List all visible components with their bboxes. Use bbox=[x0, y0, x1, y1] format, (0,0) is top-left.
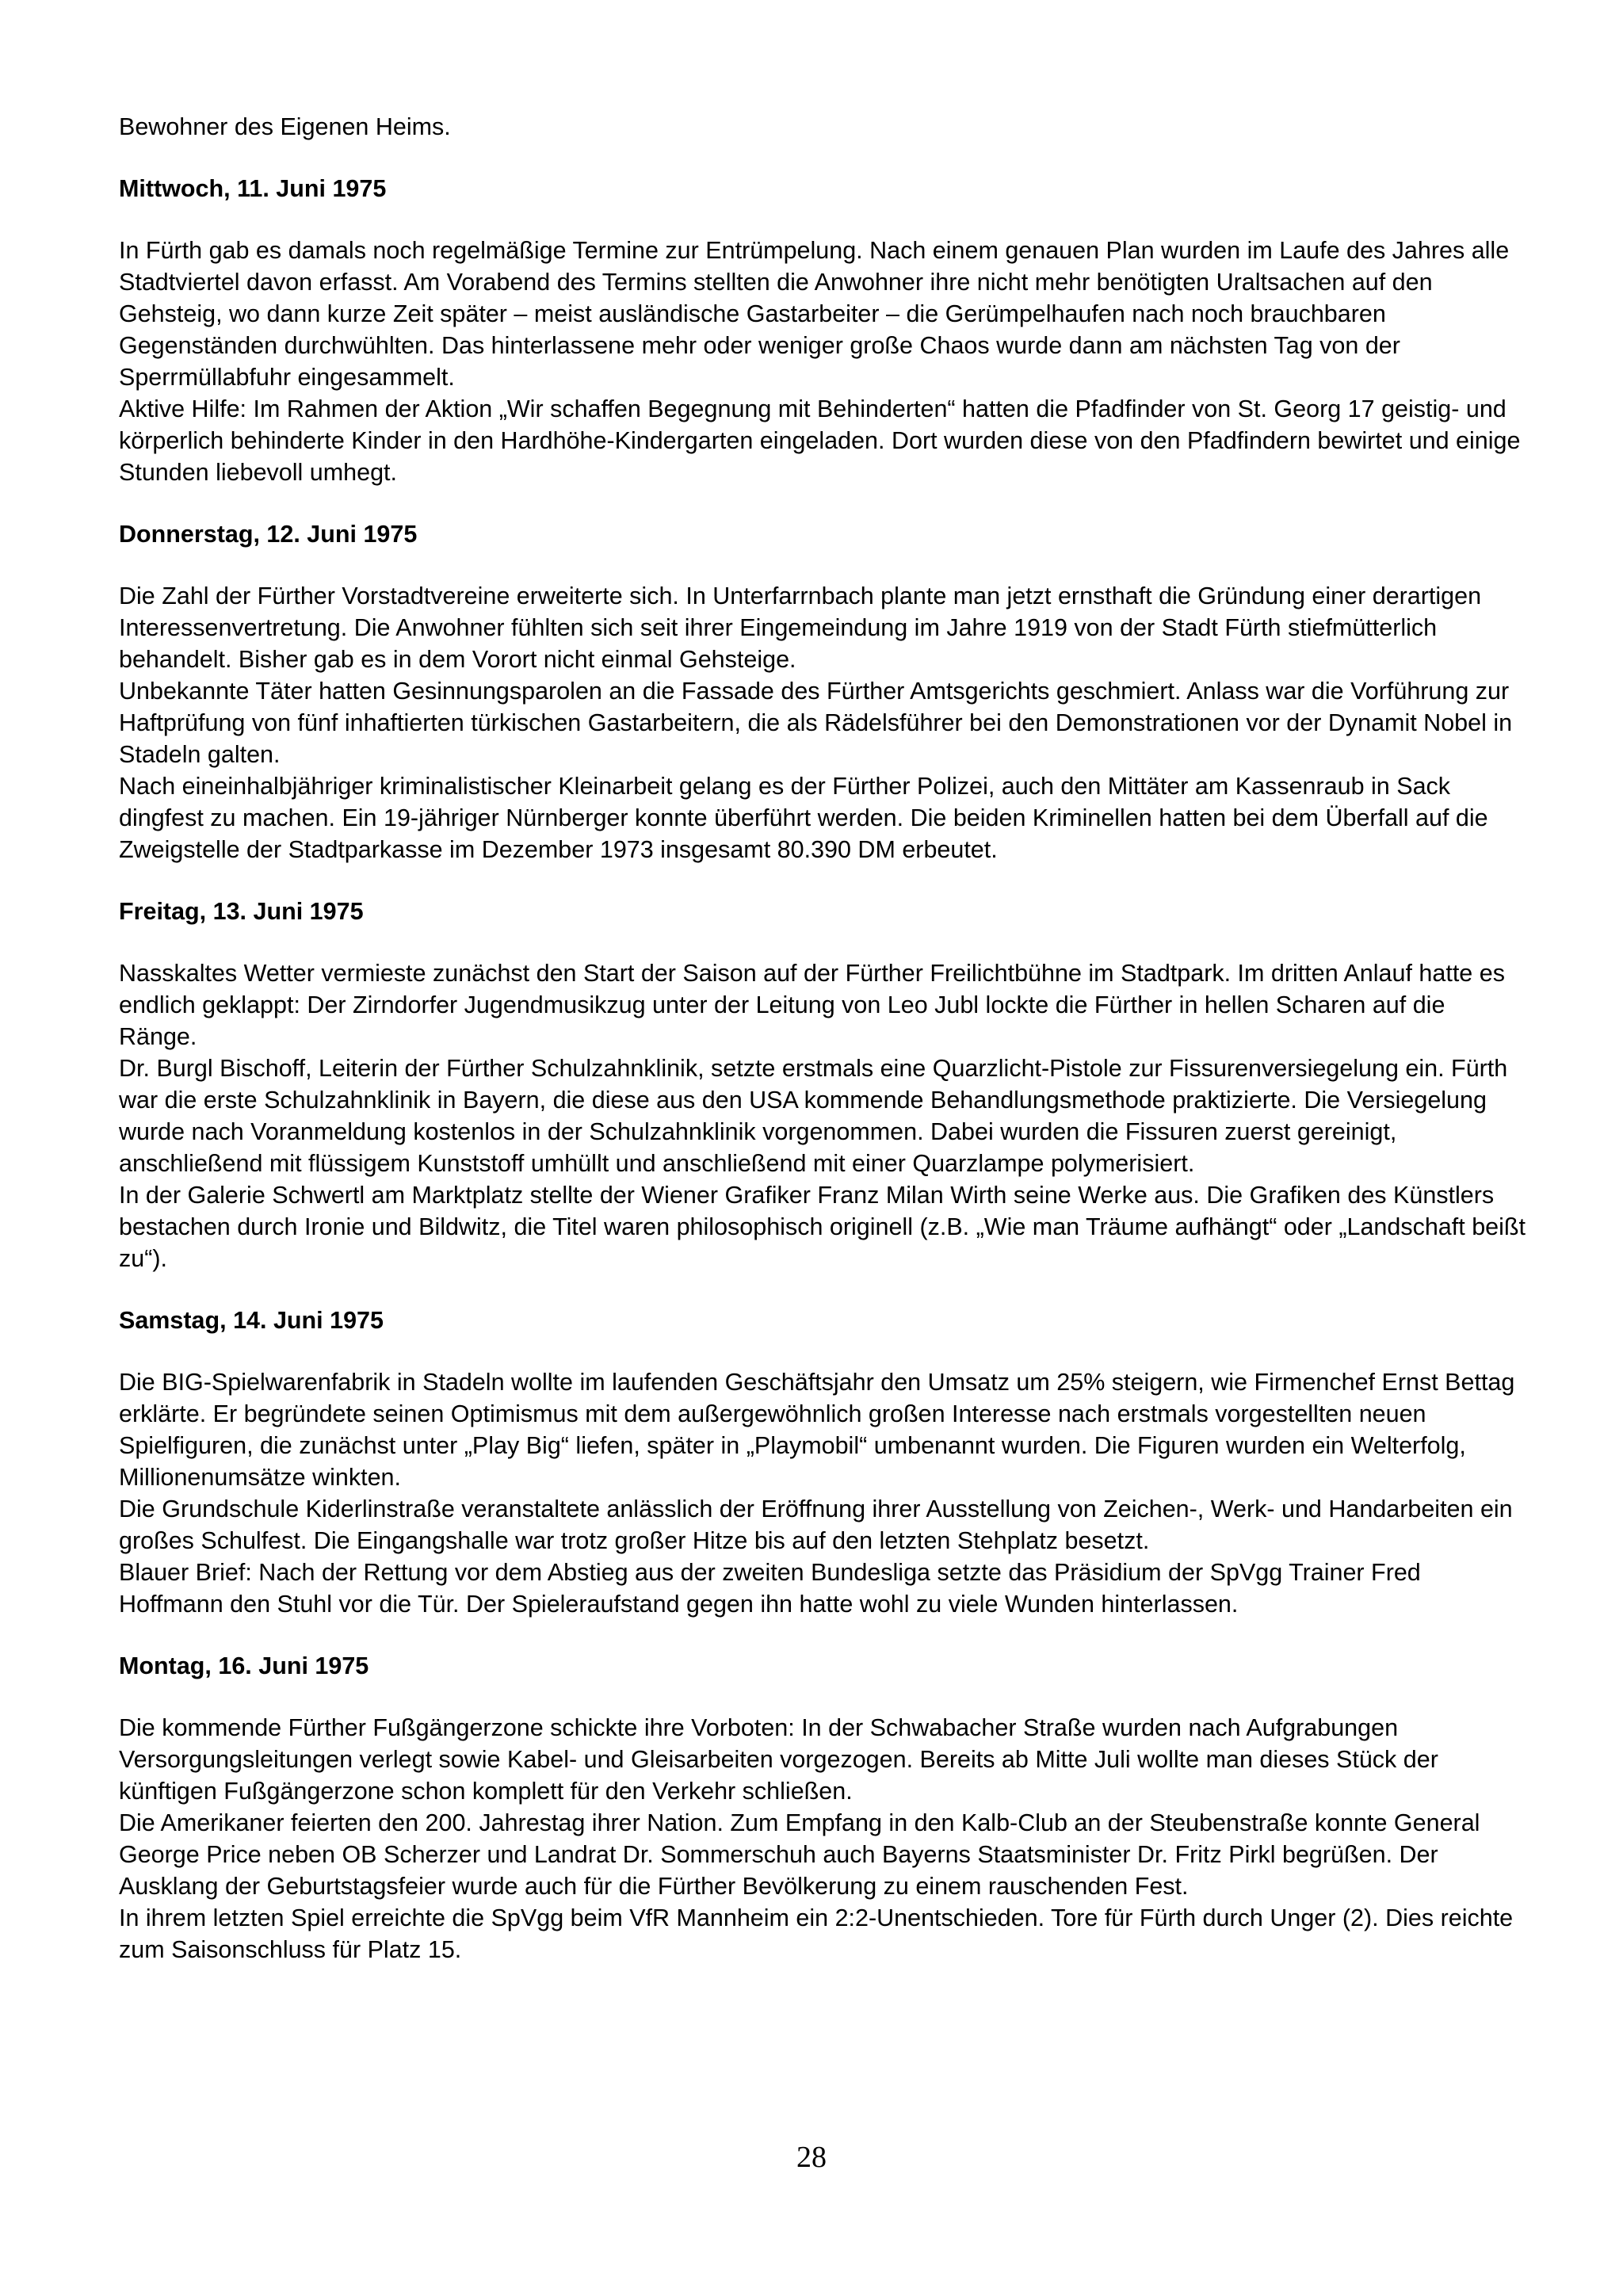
paragraph: Die Grundschule Kiderlinstraße veranstaltete anlässlich der Eröffnung ihrer Ausstellung von Zeichen-, Werk- und Handarbeiten ein großes Schulfest. Die Eingangshalle war trotz großer Hitze bis auf den letzten Stehplatz besetzt. bbox=[119, 1496, 1513, 1554]
paragraph: Die kommende Fürther Fußgängerzone schickte ihre Vorboten: In der Schwabacher Straße wurden nach Aufgrabungen Versorgungsleitungen verlegt sowie Kabel- und Gleisarbeiten vorgezogen. Bereits ab Mitte Juli wollte man dieses Stück der künftigen Fußgängerzone schon komplett für den Verkehr schließen. bbox=[119, 1714, 1438, 1805]
entry-freitag-13-juni bbox=[119, 896, 1529, 1274]
date-heading: Freitag, 13. Juni 1975 bbox=[119, 898, 364, 925]
date-heading: Mittwoch, 11. Juni 1975 bbox=[119, 175, 387, 202]
paragraph: Die Zahl der Fürther Vorstadtvereine erweiterte sich. In Unterfarrnbach plante man jetzt ernsthaft die Gründung einer derartigen Interessenvertretung. Die Anwohner fühlten sich seit ihrer Eingemeindung im Jahre 1919 von der Stadt Fürth stiefmütterlich behandelt. Bisher gab es in dem Vorort nicht einmal Gehsteige. bbox=[119, 583, 1482, 673]
date-heading: Montag, 16. Juni 1975 bbox=[119, 1652, 369, 1679]
entry-mittwoch-11-juni bbox=[119, 173, 1529, 488]
paragraph: Die Amerikaner feierten den 200. Jahrestag ihrer Nation. Zum Empfang in den Kalb-Club an der Steubenstraße konnte General George Price neben OB Scherzer und Landrat Dr. Sommerschuh auch Bayerns Staatsminister Dr. Fritz Pirkl begrüßen. Der Ausklang der Geburtstagsfeier wurde auch für die Fürther Bevölkerung zu einem rauschenden Fest. bbox=[119, 1809, 1480, 1900]
date-heading: Samstag, 14. Juni 1975 bbox=[119, 1307, 384, 1334]
paragraph: Nasskaltes Wetter vermieste zunächst den Start der Saison auf der Fürther Freilichtbühne im Stadtpark. Im dritten Anlauf hatte es endlich geklappt: Der Zirndorfer Jugendmusikzug unter der Leitung von Leo Jubl lockte die Fürther in hellen Scharen auf die Ränge. bbox=[119, 960, 1505, 1050]
lead-paragraph: Bewohner des Eigenen Heims. bbox=[119, 113, 451, 140]
paragraph: Nach eineinhalbjähriger kriminalistischer Kleinarbeit gelang es der Fürther Polizei, auch den Mittäter am Kassenraub in Sack dingfest zu machen. Ein 19-jähriger Nürnberger konnte überführt werden. Die beiden Kriminellen hatten bei dem Überfall auf die Zweigstelle der Stadtparkasse im Dezember 1973 insgesamt 80.390 DM erbeutet. bbox=[119, 773, 1488, 863]
paragraph: In der Galerie Schwertl am Marktplatz stellte der Wiener Grafiker Franz Milan Wirth seine Werke aus. Die Grafiken des Künstlers bestachen durch Ironie und Bildwitz, die Titel waren philosophisch originell (z.B. „Wie man Träume aufhängt“ oder „Landschaft beißt zu“). bbox=[119, 1182, 1526, 1272]
entry-samstag-14-juni bbox=[119, 1305, 1529, 1620]
entry-montag-16-juni bbox=[119, 1650, 1529, 1966]
paragraph: Unbekannte Täter hatten Gesinnungsparolen an die Fassade des Fürther Amtsgerichts geschmiert. Anlass war die Vorführung zur Haftprüfung von fünf inhaftierten türkischen Gastarbeitern, die als Rädelsführer bei den Demonstrationen vor der Dynamit Nobel in Stadeln galten. bbox=[119, 678, 1513, 768]
date-heading: Donnerstag, 12. Juni 1975 bbox=[119, 521, 418, 548]
paragraph: In Fürth gab es damals noch regelmäßige Termine zur Entrümpelung. Nach einem genauen Plan wurden im Laufe des Jahres alle Stadtviertel davon erfasst. Am Vorabend des Termins stellten die Anwohner ihre nicht mehr benötigten Uraltsachen auf den Gehsteig, wo dann kurze Zeit später – meist ausländische Gastarbeiter – die Gerümpelhaufen nach noch brauchbaren Gegenständen durchwühlten. Das hinterlassene mehr oder weniger große Chaos wurde dann am nächsten Tag von der Sperrmüllabfuhr eingesammelt. bbox=[119, 237, 1510, 391]
document-page bbox=[119, 111, 1529, 1996]
paragraph: Die BIG-Spielwarenfabrik in Stadeln wollte im laufenden Geschäftsjahr den Umsatz um 25% steigern, wie Firmenchef Ernst Bettag erklärte. Er begründete seinen Optimismus mit dem außergewöhnlich großen Interesse nach erstmals vorgestellten neuen Spielfiguren, die zunächst unter „Play Big“ liefen, später in „Playmobil“ umbenannt wurden. Die Figuren wurden ein Welterfolg, Millionenumsätze winkten. bbox=[119, 1369, 1515, 1491]
paragraph: Dr. Burgl Bischoff, Leiterin der Fürther Schulzahnklinik, setzte erstmals eine Quarzlicht-Pistole zur Fissurenversiegelung ein. Fürth war die erste Schulzahnklinik in Bayern, die diese aus den USA kommende Behandlungsmethode praktizierte. Die Versiegelung wurde nach Voranmeldung kostenlos in der Schulzahnklinik vorgenommen. Dabei wurden die Fissuren zuerst gereinigt, anschließend mit flüssigem Kunststoff umhüllt und anschließend mit einer Quarzlampe polymerisiert. bbox=[119, 1055, 1508, 1177]
paragraph: Aktive Hilfe: Im Rahmen der Aktion „Wir schaffen Begegnung mit Behinderten“ hatten die Pfadfinder von St. Georg 17 geistig- und körperlich behinderte Kinder in den Hardhöhe-Kindergarten eingeladen. Dort wurden diese von den Pfadfindern bewirtet und einige Stunden liebevoll umhegt. bbox=[119, 395, 1521, 486]
paragraph: In ihrem letzten Spiel erreichte die SpVgg beim VfR Mannheim ein 2:2-Unentschieden. Tore für Fürth durch Unger (2). Dies reichte zum Saisonschluss für Platz 15. bbox=[119, 1904, 1514, 1963]
entry-donnerstag-12-juni bbox=[119, 518, 1529, 865]
paragraph: Blauer Brief: Nach der Rettung vor dem Abstieg aus der zweiten Bundesliga setzte das Präsidium der SpVgg Trainer Fred Hoffmann den Stuhl vor die Tür. Der Spieleraufstand gegen ihn hatte wohl zu viele Wunden hinterlassen. bbox=[119, 1559, 1421, 1618]
page-number: 28 bbox=[796, 2141, 827, 2174]
